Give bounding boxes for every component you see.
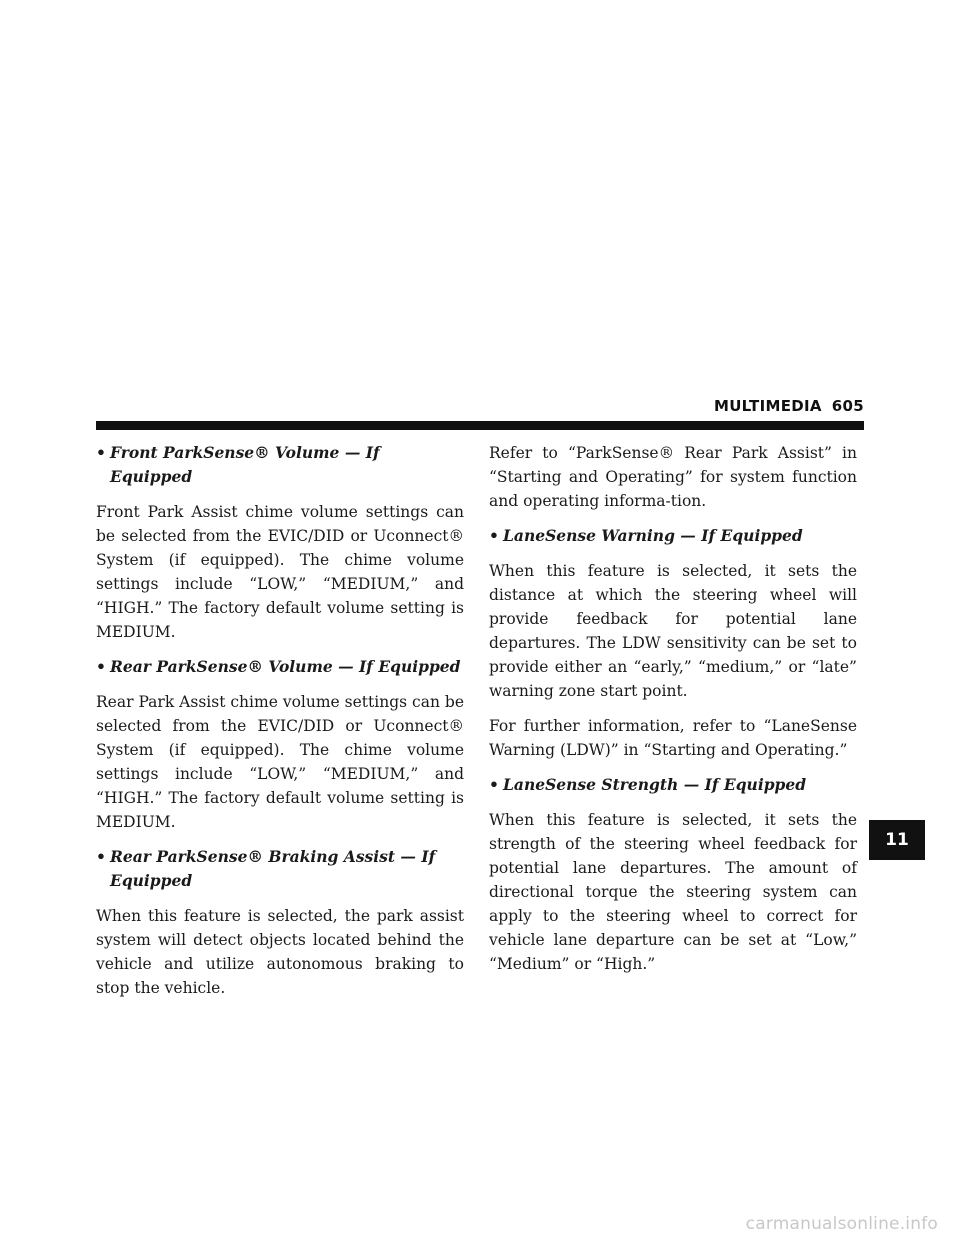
bullet-text: Front ParkSense® Volume — If Equipped — [110, 443, 380, 486]
bullet-icon: • — [96, 443, 106, 462]
bullet-rear-parksense-volume — [96, 655, 464, 679]
paragraph-refer-parksense: Refer to “ParkSense® Rear Park Assist” in “Starting and Operating” for system function and operating informa-tion. — [489, 444, 857, 510]
bullet-rear-parksense-braking — [96, 845, 464, 893]
paragraph-lanesense-warning: When this feature is selected, it sets the distance at which the steering wheel will provide feedback for potential lane departures. The LDW sensitivity can be set to provide either an “early,” “medium,” or “late” warning zone start point. — [489, 562, 857, 700]
bullet-text: Rear ParkSense® Braking Assist — If Equipped — [110, 847, 436, 890]
paragraph-rear-park-assist: Rear Park Assist chime volume settings can be selected from the EVIC/DID or Uconnect® System (if equipped). The chime volume settings include “LOW,” “MEDIUM,” and “HIGH.” The factory default volume setting is MEDIUM. — [96, 693, 464, 831]
paragraph-braking-assist: When this feature is selected, the park assist system will detect objects located behind the vehicle and utilize autonomous braking to stop the vehicle. — [96, 907, 464, 997]
bullet-front-parksense-volume — [96, 441, 464, 489]
watermark: carmanualsonline.info — [745, 1214, 938, 1234]
bullet-icon: • — [489, 526, 499, 545]
section-title: MULTIMEDIA — [713, 397, 822, 415]
page-number: 605 — [831, 397, 864, 415]
bullet-lanesense-warning — [489, 524, 857, 548]
bullet-icon: • — [96, 657, 106, 676]
left-column — [96, 441, 464, 1011]
bullet-text: Rear ParkSense® Volume — If Equipped — [110, 657, 461, 676]
bullet-text: LaneSense Warning — If Equipped — [503, 526, 803, 545]
paragraph-ldw-reference: For further information, refer to “LaneSense Warning (LDW)” in “Starting and Operating.” — [489, 717, 857, 759]
header-rule — [96, 421, 864, 430]
bullet-icon: • — [96, 847, 106, 866]
bullet-icon: • — [489, 775, 499, 794]
page-header — [714, 397, 864, 415]
paragraph-lanesense-strength: When this feature is selected, it sets the strength of the steering wheel feedback for potential lane departures. The amount of directional torque the steering system can apply to the steering wheel to correct for vehicle lane departure can be set at “Low,” “Medium” or “High.” — [489, 811, 857, 973]
bullet-lanesense-strength — [489, 773, 857, 797]
chapter-tab: 11 — [869, 820, 925, 860]
bullet-text: LaneSense Strength — If Equipped — [503, 775, 807, 794]
right-column — [489, 441, 857, 987]
paragraph-front-park-assist: Front Park Assist chime volume settings can be selected from the EVIC/DID or Uconnect® System (if equipped). The chime volume settings include “LOW,” “MEDIUM,” and “HIGH.” The factory default volume setting is MEDIUM. — [96, 503, 464, 641]
